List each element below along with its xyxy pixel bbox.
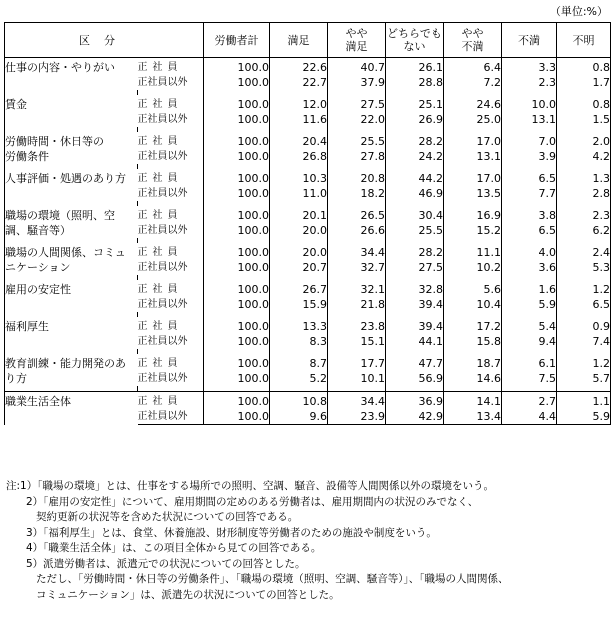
value-cell: 46.9 xyxy=(386,186,444,201)
value-cell: 1.2 xyxy=(557,280,611,297)
value-cell: 1.1 xyxy=(557,392,611,410)
employment-type-label: 正社員 xyxy=(138,243,204,260)
value-cell: 36.9 xyxy=(386,392,444,410)
value-cell: 4.0 xyxy=(502,243,557,260)
value-cell: 10.4 xyxy=(444,297,502,312)
value-cell: 5.6 xyxy=(444,280,502,297)
value-cell: 23.9 xyxy=(328,409,386,425)
value-cell: 11.1 xyxy=(444,243,502,260)
value-cell: 28.8 xyxy=(386,75,444,90)
value-cell: 40.7 xyxy=(328,58,386,76)
value-cell: 1.5 xyxy=(557,112,611,127)
employment-type-label: 正社員以外 xyxy=(138,409,204,425)
value-cell: 17.2 xyxy=(444,317,502,334)
value-cell: 6.4 xyxy=(444,58,502,76)
note-5: 5）派遣労働者は、派遣元での状況についての回答とした。 xyxy=(26,557,306,570)
value-cell: 13.4 xyxy=(444,409,502,425)
category-label: 職場の環境（照明、空 調、騒音等） xyxy=(5,206,138,238)
value-cell: 25.5 xyxy=(328,132,386,149)
value-cell: 11.0 xyxy=(270,186,328,201)
note-5-cont: ただし、「労働時間・休日等の労働条件」、「職場の環境（照明、空調、騒音等）」、「職場の人間関係、 xyxy=(36,573,509,585)
value-cell: 8.3 xyxy=(270,334,328,349)
table-row xyxy=(5,354,611,371)
value-cell: 100.0 xyxy=(204,243,270,260)
header-row xyxy=(5,23,611,58)
header-neither: どちらでも ない xyxy=(386,23,444,58)
value-cell: 15.8 xyxy=(444,334,502,349)
value-cell: 20.8 xyxy=(328,169,386,186)
value-cell: 10.8 xyxy=(270,392,328,410)
value-cell: 22.7 xyxy=(270,75,328,90)
category-label: 教育訓練・能力開発のあ り方 xyxy=(5,354,138,386)
value-cell: 44.2 xyxy=(386,169,444,186)
value-cell: 6.2 xyxy=(557,223,611,238)
employment-type-label: 正社員以外 xyxy=(138,371,204,386)
value-cell: 100.0 xyxy=(204,371,270,386)
value-cell: 13.5 xyxy=(444,186,502,201)
table-row xyxy=(5,132,611,149)
value-cell: 2.0 xyxy=(557,132,611,149)
value-cell: 32.7 xyxy=(328,260,386,275)
note-1: 注:1）「職場の環境」とは、仕事をする場所での照明、空調、騒音、設備等人間関係以外の環境をいう。 xyxy=(6,480,494,492)
employment-type-label: 正社員以外 xyxy=(138,297,204,312)
value-cell: 25.1 xyxy=(386,95,444,112)
value-cell: 17.0 xyxy=(444,169,502,186)
value-cell: 1.2 xyxy=(557,354,611,371)
header-satisfied: 満足 xyxy=(270,23,328,58)
note-3: 3）「福利厚生」とは、食堂、休養施設、財形制度等労働者のための施設や制度をいう。 xyxy=(26,526,437,539)
value-cell: 4.4 xyxy=(502,409,557,425)
value-cell: 2.7 xyxy=(502,392,557,410)
value-cell: 27.8 xyxy=(328,149,386,164)
value-cell: 23.8 xyxy=(328,317,386,334)
value-cell: 27.5 xyxy=(328,95,386,112)
value-cell: 8.7 xyxy=(270,354,328,371)
value-cell: 1.7 xyxy=(557,75,611,90)
value-cell: 9.6 xyxy=(270,409,328,425)
value-cell: 100.0 xyxy=(204,149,270,164)
value-cell: 20.7 xyxy=(270,260,328,275)
value-cell: 22.6 xyxy=(270,58,328,76)
category-label: 人事評価・処遇のあり方 xyxy=(5,169,138,201)
value-cell: 100.0 xyxy=(204,354,270,371)
value-cell: 100.0 xyxy=(204,132,270,149)
value-cell: 2.8 xyxy=(557,186,611,201)
value-cell: 15.1 xyxy=(328,334,386,349)
employment-type-label: 正社員以外 xyxy=(138,75,204,90)
value-cell: 6.5 xyxy=(557,297,611,312)
value-cell: 7.0 xyxy=(502,132,557,149)
value-cell: 0.8 xyxy=(557,95,611,112)
value-cell: 5.4 xyxy=(502,317,557,334)
table-row xyxy=(5,280,611,297)
employment-type-label: 正社員以外 xyxy=(138,112,204,127)
value-cell: 34.4 xyxy=(328,243,386,260)
value-cell: 6.5 xyxy=(502,169,557,186)
value-cell: 7.5 xyxy=(502,371,557,386)
employment-type-label: 正社員 xyxy=(138,354,204,371)
header-unknown: 不明 xyxy=(557,23,611,58)
value-cell: 100.0 xyxy=(204,75,270,90)
value-cell: 17.0 xyxy=(444,132,502,149)
employment-type-label: 正社員以外 xyxy=(138,334,204,349)
value-cell: 26.7 xyxy=(270,280,328,297)
value-cell: 7.4 xyxy=(557,334,611,349)
category-label: 福利厚生 xyxy=(5,317,138,349)
note-2-cont: 契約更新の状況等を含めた状況についての回答である。 xyxy=(36,511,299,523)
value-cell: 100.0 xyxy=(204,392,270,410)
employment-type-label: 正社員 xyxy=(138,58,204,76)
value-cell: 20.0 xyxy=(270,223,328,238)
value-cell: 26.1 xyxy=(386,58,444,76)
value-cell: 22.0 xyxy=(328,112,386,127)
table-row xyxy=(5,58,611,76)
value-cell: 17.7 xyxy=(328,354,386,371)
value-cell: 10.3 xyxy=(270,169,328,186)
value-cell: 4.2 xyxy=(557,149,611,164)
value-cell: 26.6 xyxy=(328,223,386,238)
value-cell: 37.9 xyxy=(328,75,386,90)
satisfaction-table xyxy=(4,22,611,425)
employment-type-label: 正社員以外 xyxy=(138,260,204,275)
header-dissatisfied: 不満 xyxy=(502,23,557,58)
value-cell: 3.8 xyxy=(502,206,557,223)
value-cell: 100.0 xyxy=(204,223,270,238)
value-cell: 14.6 xyxy=(444,371,502,386)
value-cell: 5.9 xyxy=(502,297,557,312)
value-cell: 9.4 xyxy=(502,334,557,349)
employment-type-label: 正社員以外 xyxy=(138,223,204,238)
employment-type-label: 正社員以外 xyxy=(138,149,204,164)
table-row xyxy=(5,95,611,112)
value-cell: 24.2 xyxy=(386,149,444,164)
category-label: 職業生活全体 xyxy=(5,392,138,425)
value-cell: 7.7 xyxy=(502,186,557,201)
value-cell: 12.0 xyxy=(270,95,328,112)
value-cell: 20.1 xyxy=(270,206,328,223)
value-cell: 3.3 xyxy=(502,58,557,76)
value-cell: 56.9 xyxy=(386,371,444,386)
category-label: 職場の人間関係、コミュ ニケーション xyxy=(5,243,138,275)
header-somewhat-dissatisfied: やや 不満 xyxy=(444,23,502,58)
value-cell: 27.5 xyxy=(386,260,444,275)
value-cell: 15.2 xyxy=(444,223,502,238)
value-cell: 7.2 xyxy=(444,75,502,90)
employment-type-label: 正社員 xyxy=(138,206,204,223)
value-cell: 18.2 xyxy=(328,186,386,201)
value-cell: 47.7 xyxy=(386,354,444,371)
value-cell: 39.4 xyxy=(386,317,444,334)
table-row xyxy=(5,317,611,334)
value-cell: 10.2 xyxy=(444,260,502,275)
value-cell: 3.6 xyxy=(502,260,557,275)
value-cell: 26.8 xyxy=(270,149,328,164)
value-cell: 15.9 xyxy=(270,297,328,312)
header-kubun: 区分 xyxy=(5,23,204,58)
value-cell: 26.9 xyxy=(386,112,444,127)
category-label: 労働時間・休日等の 労働条件 xyxy=(5,132,138,164)
value-cell: 100.0 xyxy=(204,334,270,349)
employment-type-label: 正社員 xyxy=(138,169,204,186)
value-cell: 6.1 xyxy=(502,354,557,371)
value-cell: 100.0 xyxy=(204,186,270,201)
value-cell: 1.3 xyxy=(557,169,611,186)
value-cell: 3.9 xyxy=(502,149,557,164)
category-label: 賃金 xyxy=(5,95,138,127)
value-cell: 34.4 xyxy=(328,392,386,410)
value-cell: 5.3 xyxy=(557,260,611,275)
employment-type-label: 正社員 xyxy=(138,132,204,149)
note-2: 2）「雇用の安定性」について、雇用期間の定めのある労働者は、雇用期間内の状況のみでなく、 xyxy=(26,495,479,508)
value-cell: 2.3 xyxy=(502,75,557,90)
value-cell: 5.2 xyxy=(270,371,328,386)
value-cell: 20.4 xyxy=(270,132,328,149)
table-row xyxy=(5,206,611,223)
unit-label: （単位:%） xyxy=(549,5,608,18)
header-total: 労働者計 xyxy=(204,23,270,58)
value-cell: 14.1 xyxy=(444,392,502,410)
footnotes xyxy=(6,479,612,603)
value-cell: 25.5 xyxy=(386,223,444,238)
header-somewhat-satisfied: やや 満足 xyxy=(328,23,386,58)
value-cell: 5.9 xyxy=(557,409,611,425)
value-cell: 32.8 xyxy=(386,280,444,297)
value-cell: 42.9 xyxy=(386,409,444,425)
note-5-cont2: コミュニケーション」は、派遣先の状況についての回答とした。 xyxy=(36,588,340,601)
table-row xyxy=(5,169,611,186)
value-cell: 32.1 xyxy=(328,280,386,297)
employment-type-label: 正社員 xyxy=(138,392,204,410)
value-cell: 39.4 xyxy=(386,297,444,312)
value-cell: 10.0 xyxy=(502,95,557,112)
note-4: 4）「職業生活全体」は、この項目全体から見ての回答である。 xyxy=(26,542,322,554)
value-cell: 2.4 xyxy=(557,243,611,260)
value-cell: 5.7 xyxy=(557,371,611,386)
value-cell: 11.6 xyxy=(270,112,328,127)
value-cell: 24.6 xyxy=(444,95,502,112)
value-cell: 100.0 xyxy=(204,58,270,76)
value-cell: 13.1 xyxy=(502,112,557,127)
employment-type-label: 正社員 xyxy=(138,317,204,334)
value-cell: 26.5 xyxy=(328,206,386,223)
value-cell: 100.0 xyxy=(204,206,270,223)
value-cell: 21.8 xyxy=(328,297,386,312)
value-cell: 18.7 xyxy=(444,354,502,371)
employment-type-label: 正社員 xyxy=(138,280,204,297)
table-body xyxy=(5,58,611,425)
value-cell: 20.0 xyxy=(270,243,328,260)
table-row xyxy=(5,392,611,410)
value-cell: 100.0 xyxy=(204,280,270,297)
value-cell: 25.0 xyxy=(444,112,502,127)
value-cell: 44.1 xyxy=(386,334,444,349)
value-cell: 100.0 xyxy=(204,260,270,275)
value-cell: 100.0 xyxy=(204,112,270,127)
value-cell: 28.2 xyxy=(386,132,444,149)
value-cell: 6.5 xyxy=(502,223,557,238)
employment-type-label: 正社員 xyxy=(138,95,204,112)
value-cell: 100.0 xyxy=(204,297,270,312)
value-cell: 100.0 xyxy=(204,95,270,112)
category-label: 雇用の安定性 xyxy=(5,280,138,312)
employment-type-label: 正社員以外 xyxy=(138,186,204,201)
value-cell: 28.2 xyxy=(386,243,444,260)
value-cell: 10.1 xyxy=(328,371,386,386)
value-cell: 100.0 xyxy=(204,409,270,425)
value-cell: 1.6 xyxy=(502,280,557,297)
value-cell: 13.3 xyxy=(270,317,328,334)
value-cell: 13.1 xyxy=(444,149,502,164)
value-cell: 100.0 xyxy=(204,317,270,334)
value-cell: 0.9 xyxy=(557,317,611,334)
value-cell: 16.9 xyxy=(444,206,502,223)
value-cell: 0.8 xyxy=(557,58,611,76)
value-cell: 2.3 xyxy=(557,206,611,223)
category-label: 仕事の内容・やりがい xyxy=(5,58,138,91)
value-cell: 30.4 xyxy=(386,206,444,223)
table-row xyxy=(5,243,611,260)
value-cell: 100.0 xyxy=(204,169,270,186)
